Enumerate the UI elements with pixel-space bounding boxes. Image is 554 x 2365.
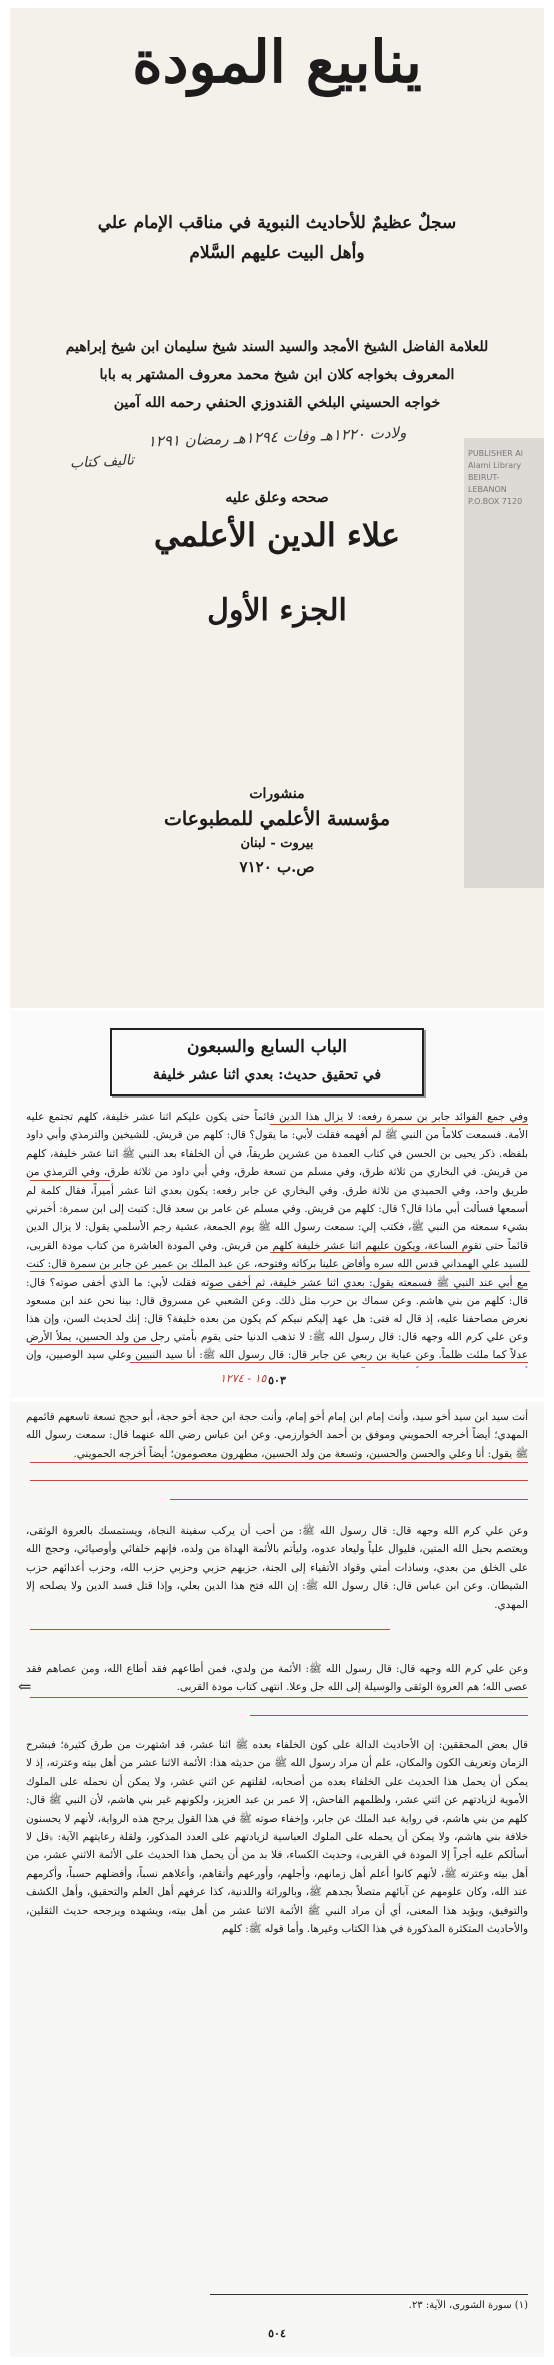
author-line-2: المعروف بخواجه كلان ابن شيخ محمد معروف المشتهر به بابا [99, 367, 455, 383]
editor-name: علاء الدين الأعلمي [153, 516, 401, 554]
handwritten-note: تاليف كتاب [69, 452, 135, 472]
chapter-title: الباب السابع والسبعون [187, 1037, 347, 1057]
edit-line: صححه وعلق عليه [225, 490, 329, 506]
paragraph: قال بعض المحققين: إن الأحاديث الدالة على كون الخلفاء بعده ﷺ اثنا عشر، قد اشتهرت من طرق كثيرة؛ فبشرح الزمان وتعريف الكون والمكان، علم أن مراد رسول الله ﷺ من حديثه هذا: الأئمة الاثنا عشر من أهل بيته وعترته، إذ لا يمكن أن يحمل هذا الحديث على الخلفاء بعده من أصحابه، لقلتهم عن اثني عشر، ولا يمكن أن نحمله على الملوك الأموية لزيادتهم عن اثني عشر، ولظلمهم الفاحش، إلا عمر بن عبد العزيز، ولكونهم غير بني هاشم، لأن النبي ﷺ قال: كلهم من بني هاشم، في رواية عبد الملك عن جابر، وإخفاء صوته ﷺ في هذا القول يرجح هذه الرواية، لأنهم لا يحسنون خلافة بني هاشم، ولا يمكن أن يحمله على الملوك العباسية لزيادتهم على العدد المذكور، ولقلة رعايتهم الآية: ﴿قل لا أسألكم عليه أجراً إلا المودة في القربى﴾ وحديث الكساء، فلا بد من أن يحمل هذا الحديث على الأئمة الاثني عشر، من أهل بيته وعترته ﷺ، لأنهم كانوا أعلم أهل زمانهم، وأجلهم، وأورعهم وأتقاهم، وأعلاهم نسباً، وأفضلهم حسباً، وأكرمهم عند الله، وكان علومهم عن آبائهم متصلاً بجدهم ﷺ، وبالوراثة واللدنية، كذا عرفهم أهل العلم والتحقيق، وأهل الكشف والتوفيق، ويؤيد هذا المعنى، أي أن مراد النبي ﷺ الأئمة الاثنا عشر من أهل بيته، ويشهده ويرجحه حديث الثقلين، والأحاديث المتكثرة المذكورة في هذا الكتاب وغيرها. وأما قوله ﷺ: كلهم [26, 1739, 528, 1936]
chapter-heading-box [110, 1028, 424, 1096]
title-page [10, 8, 544, 1008]
red-underline [30, 1462, 528, 1463]
paragraph: أنت سيد ابن سيد أخو سيد، وأنت إمام ابن إمام أخو إمام، وأنت حجة ابن حجة أخو حجة، أبو حجج تسعة تاسعهم قائمهم المهدي؛ أيضاً أخرجه الحمويني وموفق بن أحمد الخوارزمي. وعن ابن عباس رضي الله عنهما قال: سمعت رسول الله ﷺ يقول: أنا وعلي والحسن والحسين، وتسعة من ولد الحسين، مطهرون معصومون؛ أيضاً أخرجه الحمويني. [26, 1411, 528, 1460]
page-number: ٥٠٤ [268, 2327, 286, 2340]
author-block [32, 333, 522, 417]
handwritten-note: ١٥ - ١٢٧٤ [220, 1372, 267, 1385]
red-underline [250, 1715, 528, 1716]
red-underline [30, 1344, 160, 1345]
red-underline [170, 1499, 528, 1500]
red-underline [30, 1629, 390, 1630]
red-underline [30, 1180, 110, 1181]
red-underline [130, 1362, 528, 1363]
footnote-rule [210, 2294, 528, 2295]
subtitle-line-1: سجلٌ عظيمٌ للأحاديث النبوية في مناقب الإمام علي [97, 213, 457, 233]
strip-text: PUBLISHER Al Alami Library BEIRUT-LEBANON P.O.BOX 7120 [468, 449, 523, 506]
paragraph: وفي جمع الفوائد جابر بن سمرة رفعه: لا يزال هذا الدين قائماً حتى يكون عليكم اثنا عشر خليفة، كلهم تجتمع عليه الأمة. فسمعت كلاماً من النبي ﷺ لم أفهمه فقلت لأبي: ما يقول؟ قال: كلهم من قريش. للشيخين والترمذي وأبي داود بلفظه. ذكر يحيى بن الحسن في كتاب العمدة من عشرين طريقاً، في أن الخلفاء بعد النبي ﷺ اثنا عشر خليفة، كلهم من قريش. في البخاري من ثلاثة طرق، وفي مسلم من تسعة طرق، وفي أبي داود من ثلاثة طرق، وفي الترمذي من طريق واحد، وفي الحميدي من ثلاثة طرق. وفي البخاري عن جابر رفعه: يكون بعدي اثنا عشر أميراً، فقال كلمة لم أسمعها فسألت أبي ماذا قال؟ قال: كلهم من قريش. وفي مسلم عن عامر بن سعد قال: كتبت إلى ابن سمرة: أخبرني بشيء سمعته من النبي ﷺ، فكتب إلي: سمعت رسول الله ﷺ يوم الجمعة، عشية رجم الأسلمي يقول: لا يزال الدين قائماً حتى تقوم الساعة، ويكون عليهم اثنا عشر خليفة كلهم من قريش. وفي المودة العاشرة من كتاب مودة القربى، للسيد علي الهمداني قدس الله سره وأفاض علينا بركاته وفتوحه، عن عبد الملك بن عمير عن جابر بن سمرة قال: كنت مع أبي عند النبي ﷺ فسمعته يقول: بعدي اثنا عشر خليفة، ثم أخفى صوته فقلت لأبي: ما الذي أخفى صوته؟ قال: قال: كلهم من بني هاشم. وعن سماك بن حرب مثل ذلك. وعن الشعبي عن مسروق قال: بينا نحن عند ابن مسعود نعرض مصاحفنا عليه، إذ قال له فتى: هل عهد إليكم نبيكم كم يكون من بعده خليفة؟ قال: إنك لحديث السن، وإن هذا [26, 1111, 528, 1326]
red-underline [270, 1252, 470, 1253]
red-underline [30, 1480, 528, 1481]
handwritten-dates: ولادت ١٢٢٠هـ وفات ١٢٩٤هـ رمضان ١٢٩١ [147, 423, 407, 451]
paragraph: وعن علي كرم الله وجهه قال: قال رسول الله ﷺ: من أحب أن يركب سفينة النجاة، ويستمسك بالعروة الوثقى، ويعتصم بحبل الله المتين، فليوال علياً وليعاد عدوه، وليأتم بالأئمة الهداة من ولده، فإنهم خلفائي وأوصيائي، وحجج الله على الخلق من بعدي، وسادات أمتي وقواد الأتقياء إلى الجنة، حزبهم حزبي وحزبي حزب الله، وحزب أعدائهم حزب الشيطان. وعن ابن عباس قال: قال رسول الله ﷺ: إن الله فتح هذا الدين بعلي، وإذا قتل فسد الدين ولا يصلحه إلا المهدي. [26, 1525, 528, 1611]
book-subtitle [50, 208, 504, 268]
page-503 [10, 1010, 544, 1398]
handwritten-arrow-icon: ⇐ [18, 1677, 32, 1696]
book-title: ينابيع المودة [132, 28, 422, 96]
page-504 [10, 1402, 544, 2357]
bleed-through-strip [464, 438, 544, 888]
publisher-box: ص.ب ٧١٢٠ [239, 858, 315, 876]
subtitle-line-2: وأهل البيت عليهم السَّلام [189, 243, 365, 263]
publisher-name: مؤسسة الأعلمي للمطبوعات [163, 808, 391, 830]
red-underline [210, 1289, 528, 1290]
footnote: (١) سورة الشورى، الآية: ٢٣. [408, 2300, 528, 2311]
paragraph: وعن علي كرم الله وجهه قال: قال رسول الله ﷺ: لا تذهب الدنيا حتى يقوم بأمتي رجل من ولد الحسين، يملأ الأرض عدلاً كما ملئت ظلماً. وعن عباية بن ربعي عن جابر قال: قال رسول الله ﷺ: أنا سيد النبيين وعلي سيد الوصيين، وإن [26, 1331, 528, 1362]
publisher-city: بيروت - لبنان [240, 836, 314, 851]
volume-label: الجزء الأول [207, 593, 347, 628]
paragraph: وعن علي كرم الله وجهه قال: قال رسول الله ﷺ: الأئمة من ولدي، فمن أطاعهم فقد أطاع الله، ومن عصاهم فقد عصى الله؛ هم العروة الوثقى والوسيلة إلى الله جل وعلا. انتهى كتاب مودة القربى. [26, 1663, 528, 1694]
author-line-1: للعلامة الفاضل الشيخ الأمجد والسيد السند شيخ سليمان ابن شيخ إبراهيم [65, 339, 489, 355]
red-underline [30, 1697, 528, 1698]
chapter-subtitle: في تحقيق حديث: بعدي اثنا عشر خليفة [152, 1067, 382, 1083]
red-underline [30, 1271, 530, 1272]
red-underline [270, 1124, 528, 1125]
page-number: ٥٠٣ [268, 1374, 286, 1387]
author-line-3: خواجه الحسيني البلخي القندوزي الحنفي رحمه الله آمين [113, 395, 441, 411]
publisher-label: منشورات [249, 786, 305, 802]
